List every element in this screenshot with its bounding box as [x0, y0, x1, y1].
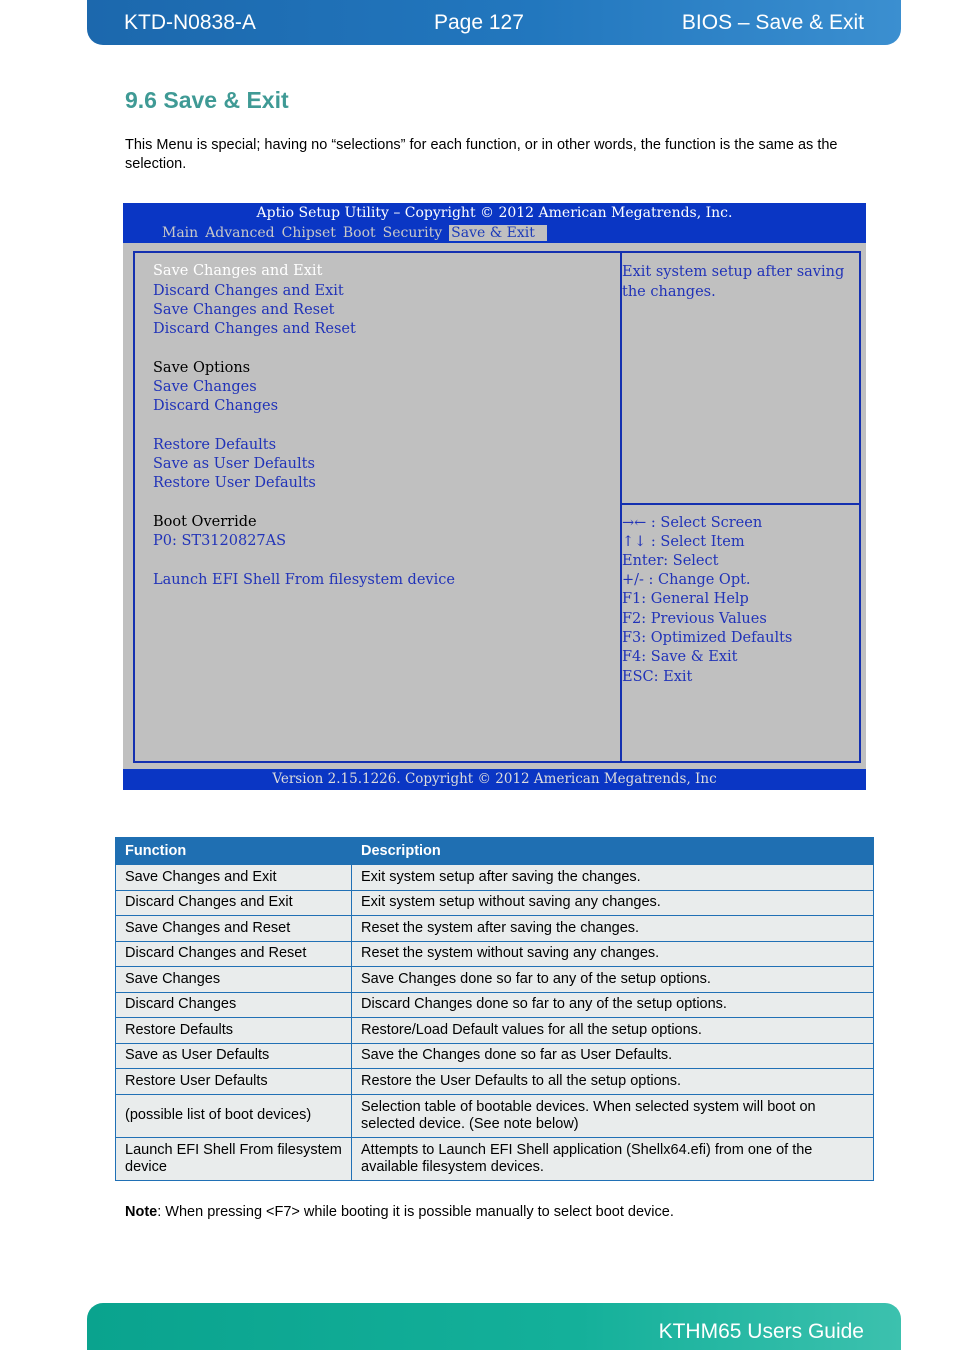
- tab-chipset[interactable]: Chipset: [281, 225, 336, 241]
- function-cell: Discard Changes and Reset: [116, 941, 352, 967]
- table-row: [116, 1018, 874, 1044]
- table-header-row: [116, 838, 874, 865]
- bios-top-bar: [123, 203, 866, 243]
- help-divider: [622, 503, 859, 505]
- description-cell: Restore the User Defaults to all the setup options.: [352, 1069, 874, 1095]
- bios-screenshot: [123, 203, 866, 790]
- table-row: [116, 865, 874, 891]
- tab-save-exit[interactable]: Save & Exit: [449, 225, 547, 241]
- bios-version-bar: Version 2.15.1226. Copyright © 2012 American Megatrends, Inc: [123, 769, 866, 790]
- group-save-options: Save Options: [153, 360, 251, 376]
- intro-paragraph: This Menu is special; having no “selections” for each function, or in other words, the function is the same as the selection.: [125, 137, 838, 172]
- page-header: [87, 0, 901, 45]
- menu-item-discard-exit[interactable]: Discard Changes and Exit: [153, 283, 344, 299]
- function-cell: Save Changes: [116, 967, 352, 993]
- function-table: [115, 837, 874, 1181]
- function-cell: Launch EFI Shell From filesystem device: [116, 1137, 352, 1180]
- column-header-description: Description: [352, 838, 874, 865]
- table-row: [116, 890, 874, 916]
- function-cell: Discard Changes and Exit: [116, 890, 352, 916]
- note-text: : When pressing <F7> while booting it is possible manually to select boot device.: [157, 1204, 674, 1220]
- table-row: [116, 941, 874, 967]
- description-cell: Exit system setup without saving any changes.: [352, 890, 874, 916]
- menu-item-restore-user-defaults[interactable]: Restore User Defaults: [153, 475, 316, 491]
- menu-item-launch-efi[interactable]: Launch EFI Shell From filesystem device: [153, 572, 455, 588]
- tab-boot[interactable]: Boot: [342, 225, 376, 241]
- table-row: [116, 1043, 874, 1069]
- function-cell: Restore Defaults: [116, 1018, 352, 1044]
- bios-title: Aptio Setup Utility – Copyright © 2012 American Megatrends, Inc.: [256, 205, 733, 221]
- chapter-title: BIOS – Save & Exit: [681, 11, 864, 34]
- doc-id: KTD-N0838-A: [124, 11, 256, 34]
- description-cell: Reset the system after saving the changes.: [352, 916, 874, 942]
- group-boot-override: Boot Override: [153, 514, 257, 530]
- menu-item-discard-changes[interactable]: Discard Changes: [153, 398, 279, 414]
- description-cell: Reset the system without saving any changes.: [352, 941, 874, 967]
- function-cell: (possible list of boot devices): [116, 1094, 352, 1137]
- menu-item-save-exit[interactable]: Save Changes and Exit: [153, 263, 323, 279]
- description-cell: Save Changes done so far to any of the setup options.: [352, 967, 874, 993]
- tab-advanced[interactable]: Advanced: [205, 225, 275, 241]
- menu-item-save-changes[interactable]: Save Changes: [153, 379, 257, 395]
- function-cell: Discard Changes: [116, 992, 352, 1018]
- page-number: Page 127: [434, 11, 524, 34]
- menu-item-discard-reset[interactable]: Discard Changes and Reset: [153, 321, 356, 337]
- key-hint: +/- : Change Opt.: [622, 572, 751, 588]
- table-row: [116, 1137, 874, 1180]
- help-text: Exit system setup after saving the changes.: [622, 264, 845, 300]
- tab-security[interactable]: Security: [382, 225, 443, 241]
- boot-note: [125, 1203, 674, 1222]
- menu-item-restore-defaults[interactable]: Restore Defaults: [153, 437, 277, 453]
- key-hint: F1: General Help: [622, 591, 749, 607]
- tab-main[interactable]: Main: [162, 225, 199, 241]
- menu-item-boot-device[interactable]: P0: ST3120827AS: [153, 533, 287, 549]
- menu-item-save-user-defaults[interactable]: Save as User Defaults: [153, 456, 315, 472]
- table-row: [116, 1069, 874, 1095]
- table-row: [116, 916, 874, 942]
- description-cell: Save the Changes done so far as User Defaults.: [352, 1043, 874, 1069]
- description-cell: Selection table of bootable devices. When selected system will boot on selected device. (See note below): [352, 1094, 874, 1137]
- key-hint: ↑↓ : Select Item: [622, 534, 745, 550]
- key-hint: F2: Previous Values: [622, 611, 767, 627]
- note-label: Note: [125, 1204, 158, 1220]
- column-header-function: Function: [116, 838, 352, 865]
- function-cell: Save Changes and Exit: [116, 865, 352, 891]
- page-footer: [87, 1303, 901, 1350]
- table-row: [116, 1094, 874, 1137]
- description-cell: Restore/Load Default values for all the setup options.: [352, 1018, 874, 1044]
- description-cell: Attempts to Launch EFI Shell application (Shellx64.efi) from one of the available filesystem devices.: [352, 1137, 874, 1180]
- section-title: 9.6 Save & Exit: [125, 87, 289, 113]
- key-hint: F3: Optimized Defaults: [622, 630, 793, 646]
- bios-tabs: [162, 224, 554, 242]
- key-hint: Enter: Select: [622, 553, 719, 569]
- menu-item-save-reset[interactable]: Save Changes and Reset: [153, 302, 335, 318]
- key-hint: ESC: Exit: [622, 669, 693, 685]
- table-row: [116, 992, 874, 1018]
- function-cell: Save Changes and Reset: [116, 916, 352, 942]
- function-cell: Save as User Defaults: [116, 1043, 352, 1069]
- key-hint: →← : Select Screen: [622, 515, 763, 531]
- description-cell: Exit system setup after saving the changes.: [352, 865, 874, 891]
- description-cell: Discard Changes done so far to any of the setup options.: [352, 992, 874, 1018]
- table-row: [116, 967, 874, 993]
- key-hint: F4: Save & Exit: [622, 649, 738, 665]
- function-cell: Restore User Defaults: [116, 1069, 352, 1095]
- guide-title: KTHM65 Users Guide: [658, 1320, 864, 1343]
